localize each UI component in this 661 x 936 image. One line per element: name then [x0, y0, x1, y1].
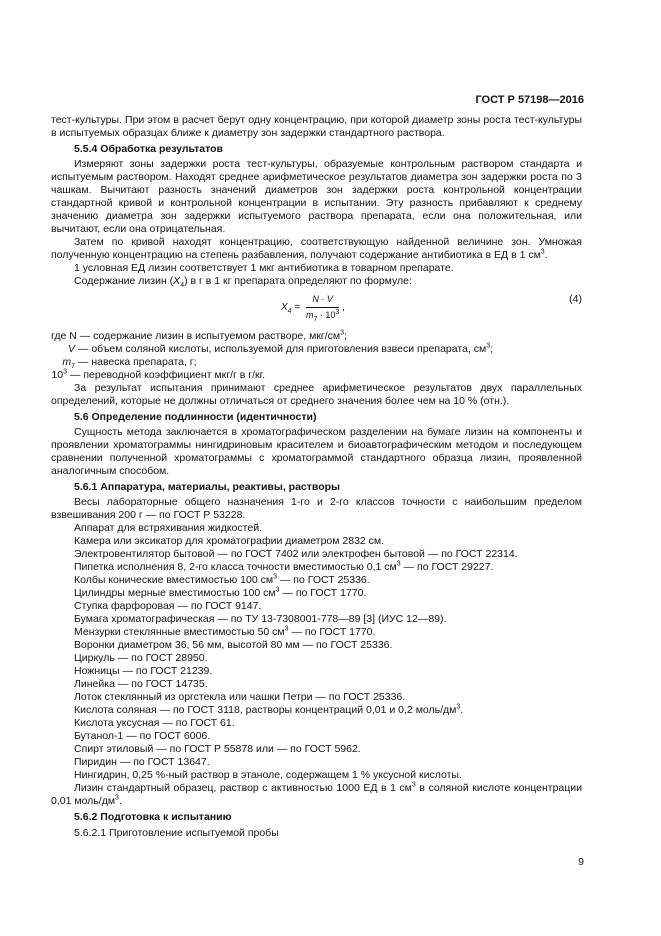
list-item-funnels: Воронки диаметром 36, 56 мм, высотой 80 мм — по ГОСТ 25336. — [74, 639, 393, 651]
list-item-ruler: Линейка — по ГОСТ 14735. — [74, 678, 208, 690]
list-item-acetic: Кислота уксусная — по ГОСТ 61. — [74, 717, 235, 729]
formula-den-m: m — [305, 310, 314, 320]
superscript: 3 — [273, 573, 277, 581]
superscript: 3 — [456, 703, 461, 711]
subscript: 4 — [180, 282, 185, 290]
where-item-v — [51, 343, 582, 356]
paragraph-5-5-4-unit: 1 условная ЕД лизин соответствует 1 мкг антибиотика в товарном препарате. — [74, 262, 454, 274]
formula-4 — [51, 291, 582, 327]
formula-den-sup: 3 — [335, 309, 340, 316]
list-item-pipette — [51, 561, 582, 574]
formula-den-sub: 7 — [313, 315, 318, 323]
where-term-symbol: V — [67, 343, 75, 355]
superscript: 3 — [275, 586, 280, 594]
where-desc: — содержание лизин в испытуемом растворе, мкг/см — [76, 330, 341, 342]
list-item-hcl — [51, 704, 582, 717]
superscript: 3 — [486, 342, 491, 350]
document-body — [51, 114, 582, 841]
formula-numerator — [306, 293, 339, 308]
formula-fraction — [306, 293, 339, 322]
formula-lhs: X — [281, 302, 288, 314]
list-item-scissors: Ножницы — по ГОСТ 21239. — [74, 665, 213, 677]
superscript: 3 — [284, 625, 289, 633]
list-item-ninhydrin: Нингидрин, 0,25 %-ный раствор в этаноле, содержащем 1 % уксусной кислоты. — [74, 769, 462, 781]
list-item-lysin — [51, 782, 582, 808]
text-part: — по ГОСТ 1770. — [288, 626, 376, 638]
text-part: Затем по кривой находят концентрацию, соответствующую найденной величине зон. Умножая полученную концентрацию на степень разбавления, получают содержание антибиотика в ЕД в 1 см — [51, 236, 582, 261]
formula-tail: , — [339, 302, 345, 314]
paragraph-5-5-4-result: За результат испытания принимают среднее арифметическое результатов двух параллельных определений, которые не должны отличаться от среднего значения более чем на 10 % (отн.). — [51, 382, 582, 407]
formula-lhs-sub: 4 — [287, 308, 292, 316]
list-item-paper: Бумага хроматографическая — по ТУ 13-7308001-778—89 [3] (ИУС 12—89). — [74, 613, 447, 625]
text-part: — по ГОСТ 29227. — [400, 561, 494, 573]
list-item-beakers — [51, 626, 582, 639]
list-item-butanol: Бутанол-1 — по ГОСТ 6006. — [74, 730, 211, 742]
paragraph-5-5-4-formula-intro — [51, 275, 582, 288]
text-part: . — [544, 249, 548, 261]
page-number: 9 — [578, 856, 584, 868]
text-part: ) в г в 1 кг препарата определяют по формуле: — [184, 275, 412, 287]
formula-eq: = — [291, 302, 303, 314]
heading-5-6: 5.6 Определение подлинности (идентичности) — [74, 411, 317, 423]
where-term — [51, 369, 67, 382]
text-part: — по ГОСТ 25336. — [276, 574, 370, 586]
text-part: Содержание лизин ( — [74, 275, 174, 287]
text-part: Колбы конические вместимостью 100 см — [74, 574, 274, 586]
heading-5-6-2: 5.6.2 Подготовка к испытанию — [74, 811, 232, 823]
paragraph-intro: тест-культуры. При этом в расчет берут одну концентрацию, при которой диаметр зоны роста тест-культуры в испытуемых образцах ближе к диаметру зон задержки стандартного раствора. — [51, 114, 582, 139]
subscript: 7 — [71, 363, 75, 371]
text-part: Лизин стандартный образец, раствор с активностью 1000 ЕД в 1 см — [74, 782, 412, 794]
where-term: где N — [51, 330, 77, 342]
where-item-m7 — [51, 356, 582, 369]
list-item-fan: Электровентилятор бытовой — по ГОСТ 7402 или электрофен бытовой — по ГОСТ 22314. — [74, 548, 518, 560]
superscript: 3 — [396, 560, 401, 568]
superscript: 3 — [340, 329, 345, 337]
text-part: . — [118, 795, 122, 807]
superscript: 3 — [63, 368, 67, 376]
heading-5-6-1: 5.6.1 Аппаратура, материалы, реактивы, растворы — [74, 481, 341, 493]
list-item-ethanol: Спирт этиловый — по ГОСТ Р 55878 или — по ГОСТ 5962. — [74, 743, 361, 755]
list-item-compass: Циркуль — по ГОСТ 28950. — [74, 652, 208, 664]
paragraph-5-5-4-curve — [51, 236, 582, 262]
where-end: ; — [490, 343, 494, 355]
where-term — [51, 343, 75, 356]
list-item-scales: Весы лабораторные общего назначения 1-го и 2-го классов точности с наибольшим пределом взвешивания 200 г — по ГОСТ Р 53228. — [51, 496, 582, 521]
where-term-symbol: m — [62, 356, 72, 368]
text-part: — по ГОСТ 1770. — [279, 587, 367, 599]
heading-5-5-4: 5.5.4 Обработка результатов — [74, 143, 223, 155]
formula-number: (4) — [569, 293, 582, 305]
where-desc: — переводной коэффициент мкг/г в г/кг. — [67, 369, 266, 381]
list-item-mortar: Ступка фарфоровая — по ГОСТ 9147. — [74, 600, 262, 612]
paragraph-5-6: Сущность метода заключается в хроматографическом разделении на бумаге лизин на компоненты и проявлении хроматограммы нингидриновым красителем и биоавтографическим методом и последующем сравнении полученной хроматограммы с хроматограммой стандартного образца лизин, проявленной аналогичным способом. — [51, 426, 582, 477]
text-part: Мензурки стеклянные вместимостью 50 см — [74, 626, 285, 638]
list-item-chamber: Камера или эксикатор для хроматографии диаметром 2832 см. — [74, 535, 385, 547]
superscript: 3 — [411, 781, 416, 789]
where-item-10-3 — [51, 369, 582, 382]
where-term — [51, 356, 75, 369]
formula-denominator — [306, 308, 339, 322]
superscript: 3 — [540, 248, 545, 256]
where-term-number: 10 — [51, 369, 64, 381]
list-item-shaker: Аппарат для встряхивания жидкостей. — [74, 522, 262, 534]
list-item-flasks — [51, 574, 582, 587]
where-desc: — навеска препарата, г; — [75, 356, 197, 368]
text-part: Кислота соляная — по ГОСТ 3118, растворы концентраций 0,01 и 0,2 моль/дм — [74, 704, 457, 716]
symbol-x: X — [173, 275, 181, 287]
list-item-tray: Лоток стеклянный из оргстекла или чашки Петри — по ГОСТ 25336. — [74, 691, 406, 703]
text-part: . — [460, 704, 464, 716]
where-desc: — объем соляной кислоты, используемой для приготовления взвеси препарата, см — [75, 343, 487, 355]
document-header-code: ГОСТ Р 57198—2016 — [475, 94, 584, 106]
list-item-pyridine: Пиридин — по ГОСТ 13647. — [74, 756, 210, 768]
superscript: 3 — [115, 794, 119, 802]
paragraph-5-5-4-measure: Измеряют зоны задержки роста тест-культуры, образуемые контрольным раствором стандарта и испытуемым раствором. Находят среднее арифметическое результатов диаметра зон задержки роста по 3 чашкам. Вычитают разность значений диаметров зон задержки роста контрольной концентрации стандартной кривой и контрольной концентрации в испытании. Эту разность прибавляют к среднему значению диаметра зон задержки испытуемого раствора препарата, если она положительная, или вычитают, если она отрицательная. — [51, 158, 582, 235]
text-part: Пипетка исполнения 8, 2-го класса точности вместимостью 0,1 см — [74, 561, 397, 573]
list-item-cylinders — [51, 587, 582, 600]
formula-den-rest: · 10 — [317, 310, 336, 320]
formula-expression — [281, 293, 345, 322]
heading-5-6-2-1: 5.6.2.1 Приготовление испытуемой пробы — [74, 827, 279, 839]
where-end: ; — [344, 330, 347, 342]
where-item-n — [51, 330, 582, 343]
text-part: в соляной кислоте концентрации 0,01 моль/дм — [51, 782, 583, 807]
text-part: Цилиндры мерные вместимостью 100 см — [74, 587, 276, 599]
formula-num-text: N · V — [312, 294, 333, 304]
